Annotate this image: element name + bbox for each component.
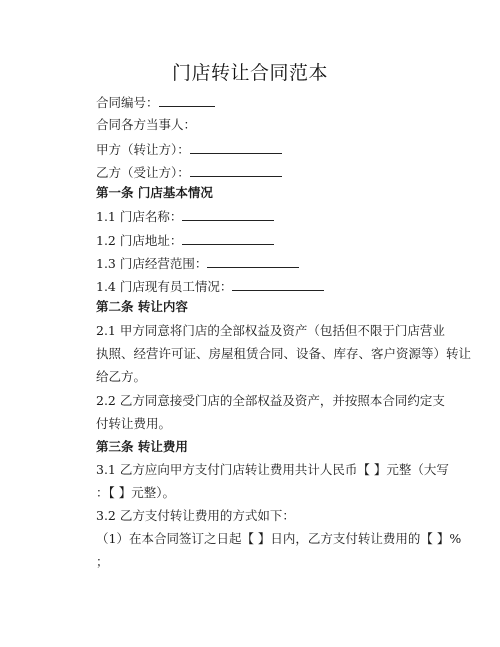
store-scope-blank [207, 255, 299, 268]
article2-p1-line2: 执照、经营许可证、房屋租赁合同、设备、库存、客户资源等）转让 [96, 346, 472, 361]
article3-heading: 第三条 转让费用 [96, 439, 188, 454]
article3-p3-line1: （1）在本合同签订之日起【 】日内，乙方支付转让费用的【 】% [96, 531, 462, 546]
article1-item-name: 1.1 门店名称： [96, 208, 274, 225]
party-a-line [96, 141, 282, 158]
article1-item-address: 1.2 门店地址： [96, 232, 274, 249]
article1-item-staff: 1.4 门店现有员工情况： [96, 278, 324, 295]
store-name-blank [182, 208, 274, 221]
document-title: 门店转让合同范本 [171, 62, 328, 84]
party-b-blank [190, 164, 282, 177]
article3-p1-line2: ：【 】元整）。 [96, 485, 175, 500]
contract-number-line [96, 94, 215, 111]
article2-p1-line3: 给乙方。 [96, 369, 147, 384]
article1-item-scope: 1.3 门店经营范围： [96, 255, 299, 272]
article3-p1-line1: 3.1 乙方应向甲方支付门店转让费用共计人民币【 】元整（大写 [96, 462, 449, 477]
store-address-blank [182, 232, 274, 245]
article2-p2-line2: 付转让费用。 [96, 416, 172, 431]
article3-p2: 3.2 乙方支付转让费用的方式如下： [96, 508, 295, 523]
party-b-label: 乙方（受让方）： [96, 165, 190, 180]
party-b-line [96, 164, 282, 181]
party-a-label: 甲方（转让方）： [96, 142, 190, 157]
article2-p1-line1: 2.1 甲方同意将门店的全部权益及资产（包括但不限于门店营业 [96, 323, 445, 338]
article2-heading: 第二条 转让内容 [96, 299, 188, 314]
article3-p3-line2: ； [96, 554, 109, 569]
parties-label: 合同各方当事人： [96, 117, 197, 132]
store-staff-blank [232, 278, 324, 291]
contract-number-blank [159, 94, 215, 107]
article1-heading: 第一条 门店基本情况 [96, 185, 213, 200]
contract-number-label: 合同编号： [96, 95, 159, 110]
party-a-blank [190, 141, 282, 154]
article2-p2-line1: 2.2 乙方同意接受门店的全部权益及资产，并按照本合同约定支 [96, 393, 445, 408]
